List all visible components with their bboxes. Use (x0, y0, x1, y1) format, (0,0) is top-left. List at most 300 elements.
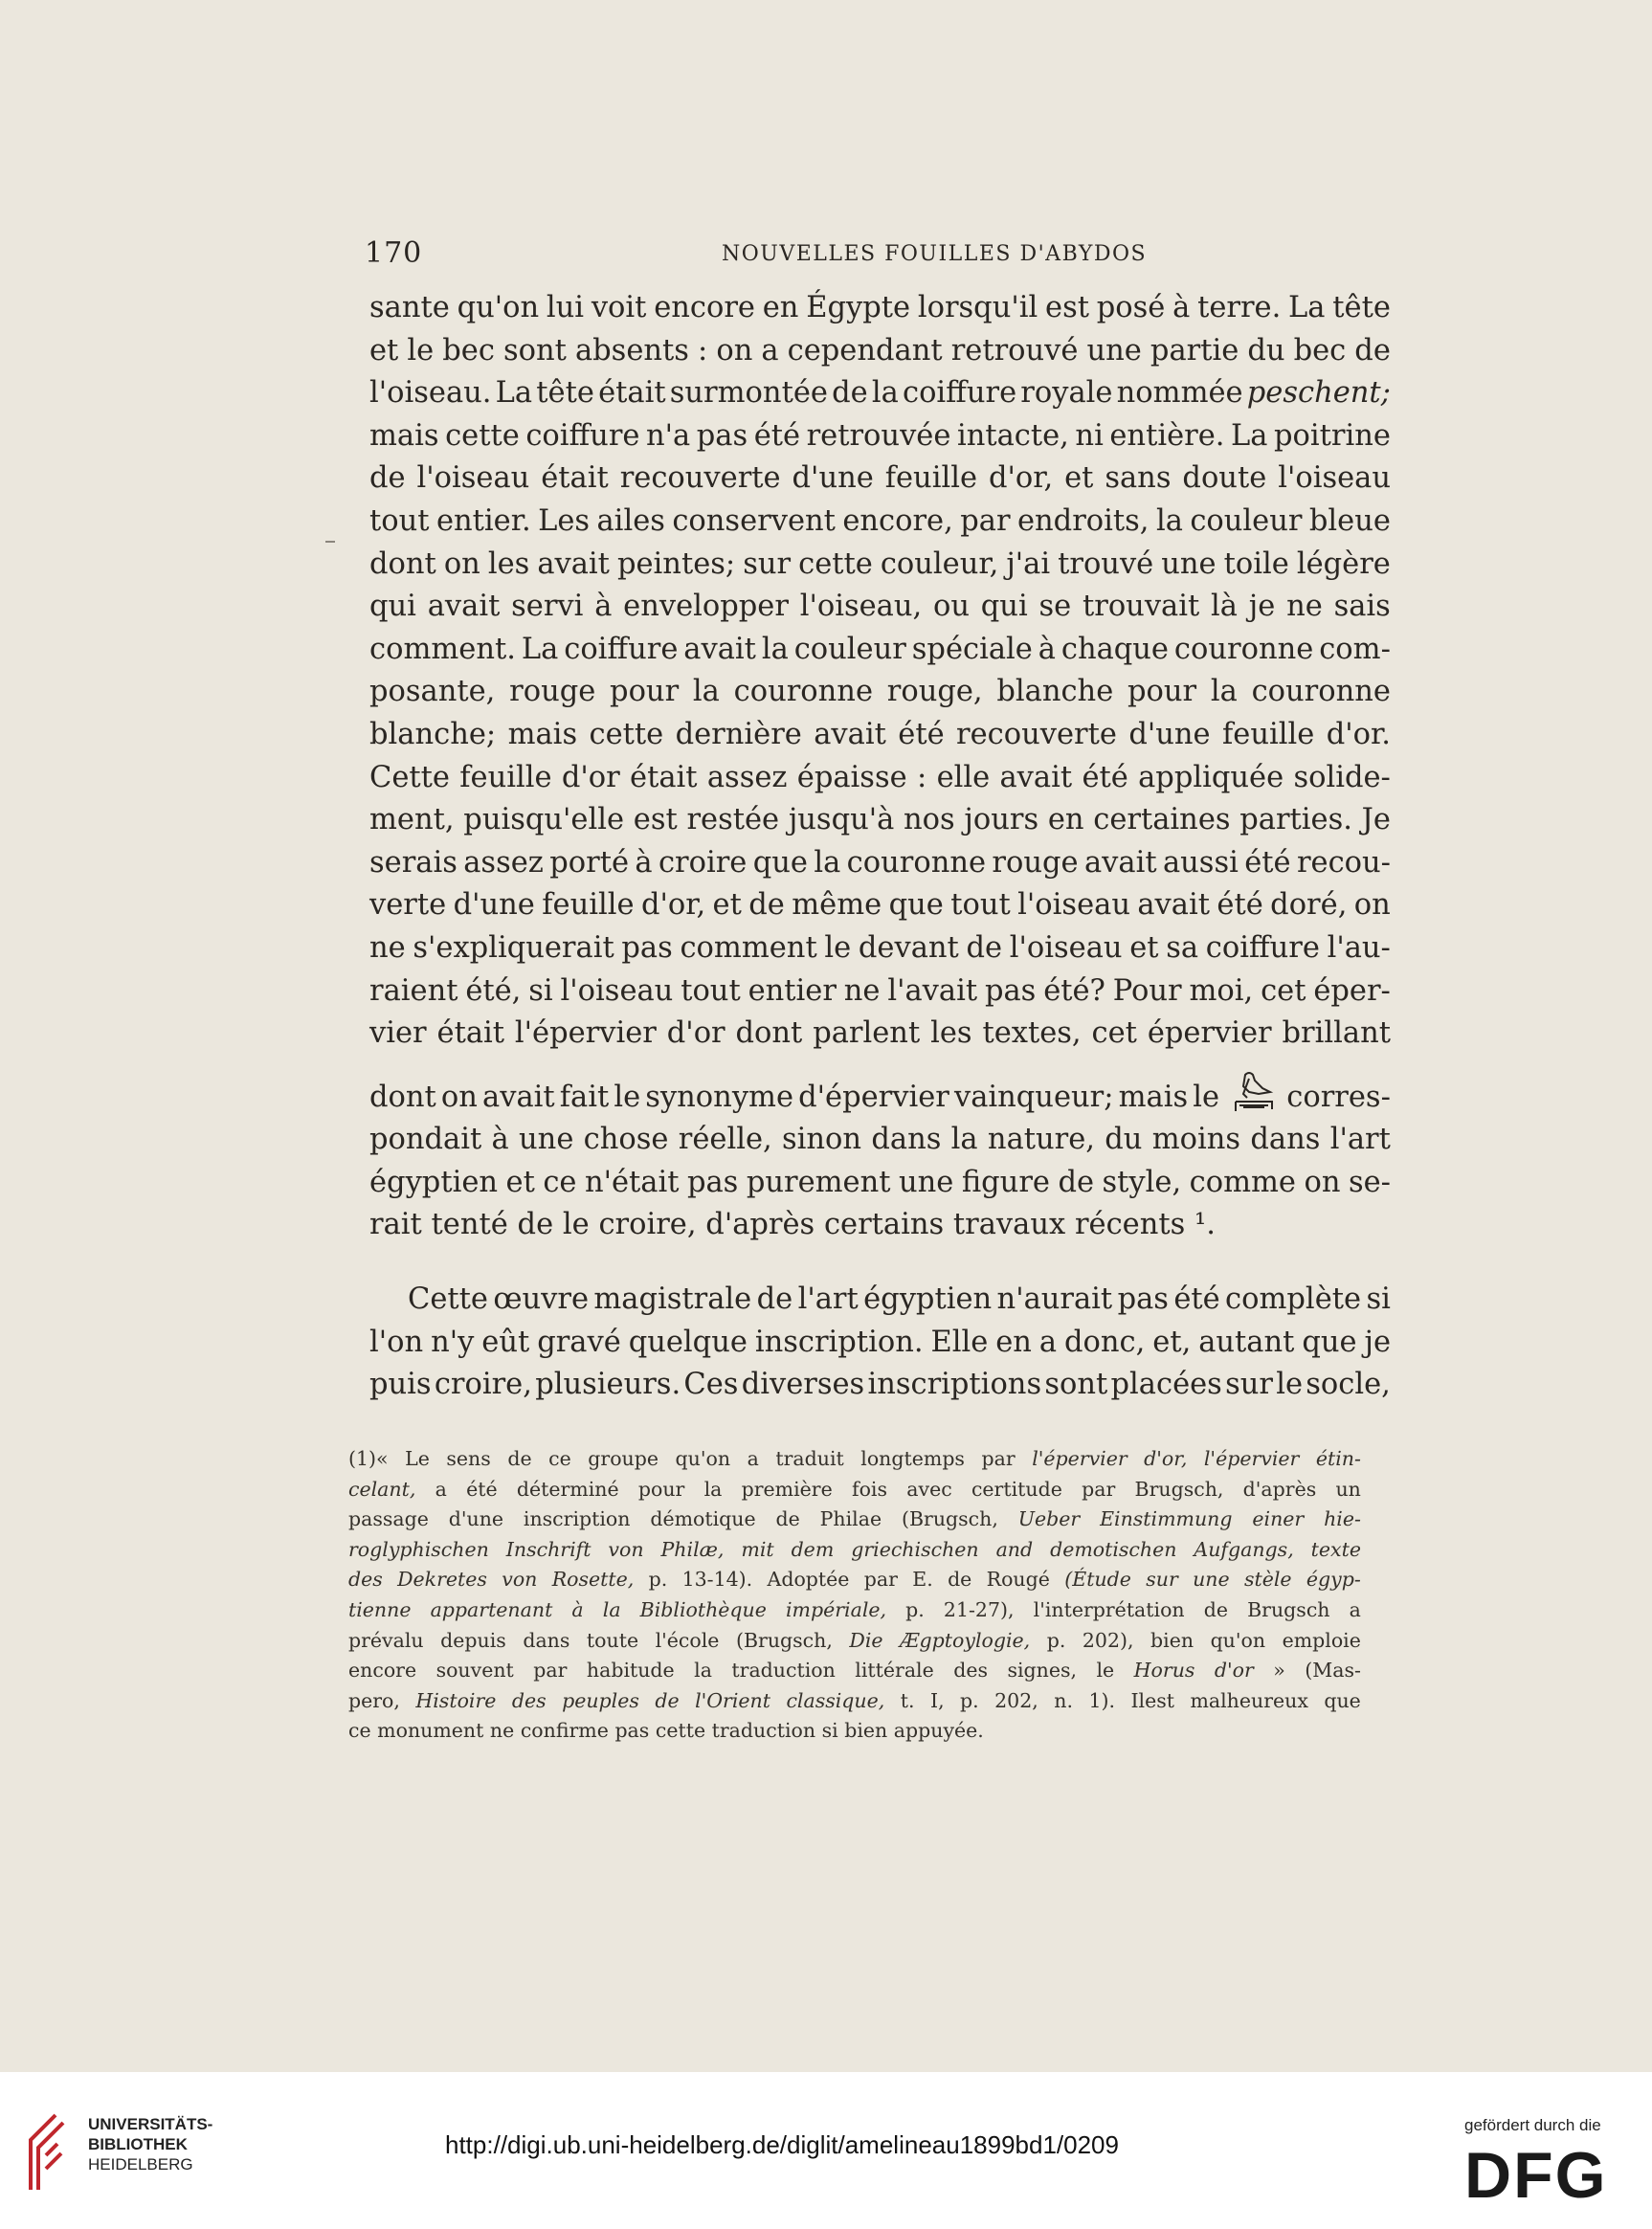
running-title: NOUVELLES FOUILLES D'ABYDOS (722, 242, 1148, 266)
body-line (369, 842, 1391, 885)
heidelberg-library-logo (19, 2109, 69, 2196)
word: chose (583, 1123, 669, 1157)
word: bleue (1308, 503, 1391, 538)
word: des (511, 1688, 547, 1712)
word: sais (1333, 590, 1391, 624)
word: Rougé (986, 1568, 1050, 1592)
hieroglyph-hawk-on-standard-icon (1230, 1069, 1276, 1119)
word: elle (936, 760, 991, 794)
word: Les (538, 503, 591, 538)
word: d'or (561, 760, 620, 794)
word: poitrine (1274, 418, 1391, 453)
word: prévalu (348, 1628, 424, 1652)
word: encore, (842, 503, 953, 538)
word: Horus (1133, 1659, 1195, 1683)
word: avait (427, 590, 501, 624)
word: ce (348, 1719, 371, 1743)
word: (Brugsch, (901, 1507, 998, 1531)
word: brillant (1282, 1016, 1391, 1051)
word: cependant (787, 333, 943, 368)
word: p. (648, 1568, 668, 1592)
word: l'oiseau. (369, 376, 492, 411)
word: et (1129, 930, 1159, 965)
word: coiffure (525, 418, 640, 453)
word: ce (543, 1165, 577, 1199)
word: une (519, 1123, 574, 1157)
word: la (703, 1477, 723, 1501)
word: ¹. (1194, 1208, 1216, 1242)
word: ne (843, 973, 881, 1008)
word: quelque (628, 1325, 748, 1359)
word: Bibliothèque (639, 1597, 767, 1621)
word: a (1349, 1597, 1361, 1621)
word: n'a (646, 418, 691, 453)
word: d'une (453, 888, 535, 923)
word: et (369, 333, 399, 368)
word: réelle, (678, 1123, 772, 1157)
word: jours (964, 803, 1039, 837)
word: un (1335, 1477, 1361, 1501)
footnote-line (348, 1626, 1361, 1657)
word: partie (1150, 333, 1239, 368)
library-name-line1: UNIVERSITÄTS- (88, 2115, 213, 2133)
word: a (1038, 1325, 1058, 1359)
word: couleur (1190, 503, 1303, 538)
word: p. (905, 1597, 925, 1621)
word: Égypte (806, 291, 911, 324)
footnote-line (348, 1656, 1361, 1686)
word: inscriptions (867, 1368, 1042, 1402)
word: ne (489, 1719, 515, 1743)
word: l'avait (887, 973, 978, 1008)
permalink-url[interactable]: http://digi.ub.uni-heidelberg.de/diglit/amelineau1899bd1/0209 (445, 2130, 1119, 2159)
word: La (1288, 291, 1326, 324)
word: de (655, 1688, 680, 1712)
footnote-line (348, 1535, 1361, 1566)
word: que (752, 845, 808, 880)
word: Brugsch, (1134, 1477, 1224, 1501)
word: à (635, 845, 653, 880)
word: égyptien (863, 1282, 993, 1317)
word: à (571, 1597, 584, 1621)
word: texte (1310, 1537, 1361, 1561)
word: spéciale (911, 632, 1033, 666)
word: demotischen (1050, 1537, 1177, 1561)
word: de (507, 1447, 532, 1470)
word: sont (1044, 1368, 1108, 1402)
word: inscription. (754, 1325, 924, 1359)
word: croire, (434, 1368, 532, 1402)
word: pas (1117, 1282, 1169, 1317)
word: raient (369, 973, 458, 1008)
word: rouge, (886, 675, 983, 709)
word: démotique (650, 1507, 756, 1531)
word: pour (1127, 675, 1197, 709)
word: éper- (1313, 973, 1391, 1008)
footnote-line (348, 1595, 1361, 1626)
word: est (1045, 291, 1089, 324)
body-line (369, 927, 1391, 970)
word: sur (743, 546, 792, 581)
body-line (369, 287, 1391, 330)
body-line (369, 799, 1391, 842)
word: 13-14). (681, 1568, 753, 1592)
word: pero, (348, 1688, 400, 1712)
word: s'expliquerait (413, 930, 614, 965)
word: Adoptée (767, 1568, 850, 1592)
word: nommée (1116, 376, 1243, 411)
word: surmontée (669, 376, 828, 411)
word: mit (741, 1537, 774, 1561)
word: intacte, (956, 418, 1069, 453)
word: appartenant (430, 1597, 553, 1621)
word: trouvé (1058, 546, 1154, 581)
word: la (1155, 503, 1183, 538)
word: en (995, 1325, 1032, 1359)
word: trouvait (1082, 590, 1200, 624)
word: blanche (996, 675, 1114, 709)
word: servi (511, 590, 584, 624)
word: monument (377, 1719, 484, 1743)
word: le (614, 1080, 641, 1114)
word: était (436, 1016, 505, 1051)
word: dont (369, 546, 436, 581)
word: été (1173, 1282, 1220, 1317)
body-line (369, 1077, 1391, 1120)
word: entière. (1109, 418, 1225, 453)
word: Inschrift (505, 1537, 592, 1561)
word: n'y (431, 1325, 475, 1359)
word: par (863, 1568, 898, 1592)
word: du (1105, 1123, 1143, 1157)
footnote-line (348, 1505, 1361, 1535)
word: bien (844, 1719, 888, 1743)
library-name-line2: BIBLIOTHEK (88, 2135, 188, 2153)
word: pondait (369, 1123, 482, 1157)
word: récents (1074, 1208, 1186, 1242)
word: si (528, 973, 553, 1008)
body-line (369, 884, 1391, 927)
word: La (495, 376, 533, 411)
word: d'or (1214, 1659, 1254, 1683)
word: magistrale (593, 1282, 752, 1317)
word: j'ai (1006, 546, 1051, 581)
word: plusieurs. (535, 1368, 681, 1402)
word: hie- (1324, 1507, 1361, 1531)
word: l'oiseau, (799, 590, 923, 624)
word: jusqu'à (788, 803, 895, 837)
word: Elle (930, 1325, 989, 1359)
word: l'oiseau (1017, 888, 1130, 923)
body-line (369, 1204, 1391, 1247)
word: par (981, 1447, 1016, 1470)
page-header (365, 236, 1389, 275)
word: d'après (705, 1208, 815, 1242)
word: que (1324, 1688, 1361, 1712)
word: 202), (1082, 1628, 1134, 1652)
dfg-logo-text: DFG (1464, 2145, 1608, 2202)
word: la (761, 632, 789, 666)
word: que (1302, 1325, 1357, 1359)
word: œuvre (493, 1282, 589, 1317)
word: la (814, 845, 841, 880)
word: gravé (537, 1325, 621, 1359)
word: Philæ, (660, 1537, 725, 1561)
word: le (1276, 1368, 1304, 1402)
word: envelopper (623, 590, 789, 624)
word: serais (369, 845, 458, 880)
word: tenté (431, 1208, 508, 1242)
word: terre. (1197, 291, 1282, 324)
word: croire, (598, 1208, 697, 1242)
word: confirme (520, 1719, 609, 1743)
word: déterminé (516, 1477, 619, 1501)
word: pas (614, 1719, 650, 1743)
body-line (369, 714, 1391, 757)
word: le (562, 1208, 590, 1242)
word: et (1064, 461, 1094, 496)
word: socle, (1306, 1368, 1391, 1402)
word: de (369, 461, 406, 496)
word: com- (1319, 632, 1391, 666)
word: l'épervier (514, 1016, 657, 1051)
word: royale (1020, 376, 1113, 411)
word: l'art (797, 1282, 859, 1317)
word: cette (589, 717, 664, 751)
word: cette (445, 418, 520, 453)
word: la (1210, 675, 1238, 709)
margin-mark (325, 541, 335, 543)
word: sur (1225, 1368, 1273, 1402)
word: avait (683, 632, 756, 666)
word: comme (1189, 1165, 1296, 1199)
page-number: 170 (365, 236, 423, 270)
word: sur (1146, 1568, 1178, 1592)
word: emploie (1282, 1628, 1361, 1652)
word: de (948, 1568, 972, 1592)
word: longtemps (860, 1447, 965, 1470)
word: roglyphischen (348, 1537, 489, 1561)
word: traduction (731, 1659, 836, 1683)
word: qu'on (457, 291, 540, 324)
word: des (953, 1659, 988, 1683)
word: Cette (369, 760, 450, 794)
word: certains (823, 1208, 945, 1242)
word: n'aurait (996, 1282, 1113, 1317)
word: d'une (792, 461, 874, 496)
word: : (916, 760, 927, 794)
word: par (533, 1659, 568, 1683)
word: tout (681, 973, 741, 1008)
word: assez (463, 845, 544, 880)
word: doute (1182, 461, 1267, 496)
word: la (950, 1123, 978, 1157)
word: Ueber (1017, 1507, 1081, 1531)
word: une (1193, 1568, 1230, 1592)
word: vier (369, 1016, 427, 1051)
word: classique, (786, 1688, 885, 1712)
body-line (369, 1162, 1391, 1205)
word: avait (814, 717, 886, 751)
body-line (369, 415, 1391, 458)
word: 21-27), (943, 1597, 1015, 1621)
word: einer (1252, 1507, 1305, 1531)
word: lui (546, 291, 585, 324)
word: été (1217, 888, 1263, 923)
word: une (1161, 546, 1217, 581)
word: Ilest (1130, 1688, 1174, 1712)
word: toile (1223, 546, 1289, 581)
word: les (487, 546, 530, 581)
word: fait (559, 1080, 610, 1114)
word: était (541, 461, 609, 496)
word: voit (591, 291, 647, 324)
word: conservent (672, 503, 836, 538)
word: peintes; (616, 546, 736, 581)
word: posé (1096, 291, 1166, 324)
word: n'était (584, 1165, 680, 1199)
word: : (697, 333, 708, 368)
word: d'or, (1144, 1447, 1188, 1470)
word: le (1096, 1659, 1115, 1683)
word: couleur (793, 632, 906, 666)
word: encore (654, 291, 755, 324)
word: dans (871, 1123, 942, 1157)
word: le (824, 930, 852, 965)
body-line (369, 970, 1391, 1014)
word: première (741, 1477, 833, 1501)
word: encore (348, 1659, 417, 1683)
word: Je (1361, 803, 1391, 837)
word: étin- (1315, 1447, 1361, 1470)
body-line (369, 1322, 1391, 1365)
word: peschent; (1246, 376, 1391, 411)
word: Philae (819, 1507, 882, 1531)
word: sont (502, 333, 567, 368)
word: l'école (655, 1628, 720, 1652)
word: parties. (1239, 803, 1352, 837)
word: Ces (683, 1368, 739, 1402)
word: ne (1286, 590, 1323, 624)
word: été (1244, 845, 1291, 880)
word: figure (961, 1165, 1050, 1199)
word: n. (1054, 1688, 1073, 1712)
body-line (369, 372, 1391, 415)
word: endroits, (1016, 503, 1150, 538)
word: qui (369, 590, 416, 624)
word: été (898, 717, 945, 751)
word: été? (1043, 973, 1105, 1008)
dfg-logo (1464, 2145, 1632, 2202)
word: feuille (884, 461, 978, 496)
word: et (712, 888, 742, 923)
body-line (369, 1013, 1391, 1056)
body-line (369, 586, 1391, 629)
word: moi, (1189, 973, 1254, 1008)
word: les (930, 1016, 972, 1051)
word: on (1353, 888, 1391, 923)
word: de (756, 1282, 793, 1317)
word: l'on (369, 1325, 424, 1359)
word: couronne (1173, 632, 1314, 666)
word: tête (536, 376, 594, 411)
word: mais (507, 717, 578, 751)
word: ailes (596, 503, 665, 538)
body-line (369, 544, 1391, 587)
word: en (1047, 803, 1084, 837)
word: cet (1091, 1016, 1137, 1051)
footnote-line (348, 1686, 1361, 1717)
word: (Mas- (1305, 1659, 1361, 1683)
word: d'or, (988, 461, 1054, 496)
word: légère (1296, 546, 1391, 581)
word: verte (369, 888, 447, 923)
body-line (369, 1279, 1391, 1322)
word: même (792, 888, 882, 923)
word: couronne (1251, 675, 1391, 709)
word: a (435, 1477, 447, 1501)
word: été (466, 1477, 498, 1501)
word: rouge (992, 845, 1079, 880)
word: là (1211, 590, 1238, 624)
word: couleur, (880, 546, 999, 581)
word: le (407, 333, 435, 368)
word: tête (1332, 291, 1391, 324)
word: dans (523, 1628, 570, 1652)
word: et (505, 1165, 535, 1199)
word: dans (1250, 1123, 1321, 1157)
word: La (521, 632, 559, 666)
word: tienne (348, 1597, 412, 1621)
word: diverses (741, 1368, 865, 1402)
word: nos (904, 803, 955, 837)
word: pas (621, 930, 673, 965)
footnote-line (348, 1475, 1361, 1505)
word: je (1364, 1325, 1391, 1359)
word: bec (1293, 333, 1347, 368)
word: toute (586, 1628, 639, 1652)
library-name-line3: HEIDELBERG (88, 2155, 193, 2173)
word: l'oiseau (1278, 461, 1391, 496)
word: vainqueur; (953, 1080, 1114, 1114)
word: de (1058, 1165, 1095, 1199)
word: se- (1348, 1165, 1391, 1199)
word: parlent (813, 1016, 921, 1051)
word: couronne (846, 845, 987, 880)
word: Die (849, 1628, 883, 1652)
word: travaux (952, 1208, 1066, 1242)
word: a (761, 333, 779, 368)
footnotes (348, 1444, 1361, 1747)
word: fois (852, 1477, 888, 1501)
word: été, (465, 973, 522, 1008)
word: appliquée (1138, 760, 1284, 794)
word: Histoire (415, 1688, 497, 1712)
word: E. (912, 1568, 933, 1592)
word: coiffure (1205, 930, 1320, 965)
word: l'au- (1327, 930, 1391, 965)
word: l'oiseau (560, 973, 674, 1008)
word: on (443, 546, 480, 581)
word: posante, (369, 675, 496, 709)
word: (1)« (348, 1447, 389, 1470)
word: cette (655, 1719, 706, 1743)
word: se (1038, 590, 1072, 624)
word: habitude (586, 1659, 675, 1683)
word: p. (1046, 1628, 1066, 1652)
body-line (369, 629, 1391, 672)
word: cet (1261, 973, 1306, 1008)
